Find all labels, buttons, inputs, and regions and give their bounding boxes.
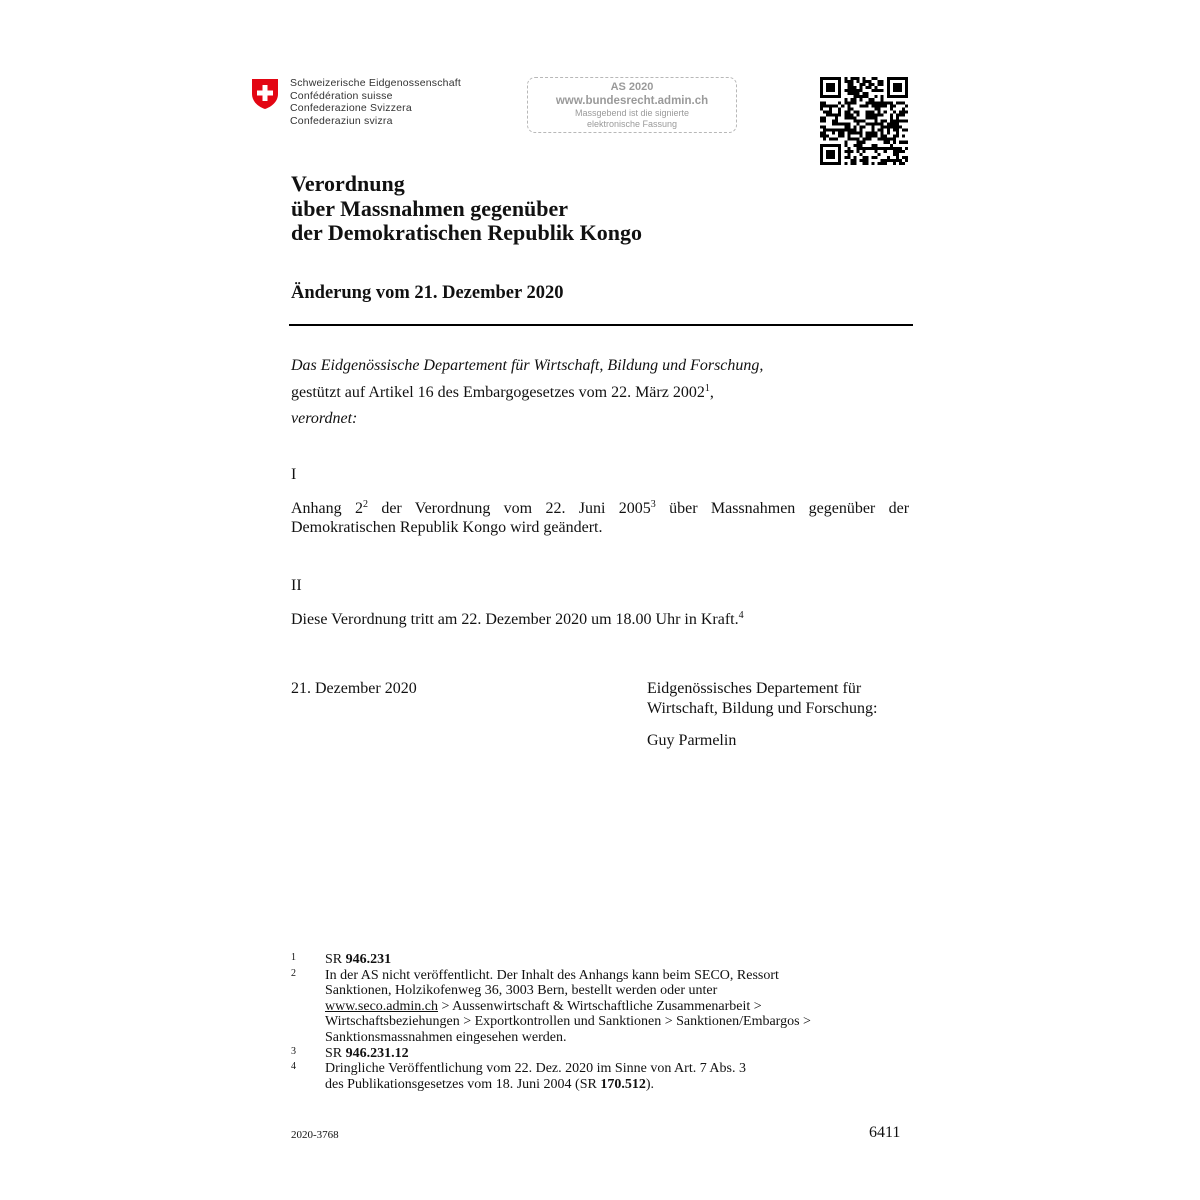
signature-department-2: Wirtschaft, Bildung und Forschung:: [647, 700, 878, 717]
confed-fr: Confédération suisse: [290, 89, 393, 102]
preamble-basis-end: ,: [709, 384, 714, 401]
document-title: [291, 172, 642, 246]
confed-de: Schweizerische Eidgenossenschaft: [290, 77, 461, 89]
section-2-numeral: II: [291, 577, 302, 594]
footnote-3: [291, 1046, 811, 1062]
confed-it: Confederazione Svizzera: [290, 102, 412, 114]
title-line-3: der Demokratischen Republik Kongo: [291, 220, 643, 245]
amendment-date: Änderung vom 21. Dezember 2020: [291, 283, 564, 303]
seco-link[interactable]: www.seco.admin.ch: [325, 998, 439, 1014]
section-1-text-c: über Massnahmen gegenüber der Demokratischen Republik Kongo wird geändert.: [291, 500, 910, 536]
official-stamp: [527, 77, 737, 133]
footnote-ref-3[interactable]: 3: [650, 499, 656, 510]
footnote-1-prefix: SR: [325, 952, 346, 967]
title-divider: [289, 324, 913, 326]
footnote-ref-2[interactable]: 2: [363, 499, 368, 510]
footnote-4-line-2-pre: des Publikationsgesetzes vom 18. Juni 2004 (SR: [325, 1076, 601, 1092]
preamble-basis: [291, 383, 714, 402]
footnote-2-line-2: Sanktionen, Holzikofenweg 36, 3003 Bern, bestellt werden oder unter: [325, 983, 718, 999]
preamble-basis-text: gestützt auf Artikel 16 des Embargogesetzes vom 22. März 2002: [291, 384, 705, 401]
footnote-4-line-2-post: ).: [645, 1076, 654, 1092]
stamp-url: www.bundesrecht.admin.ch: [555, 95, 709, 107]
section-1-text-b: der Verordnung vom 22. Juni 2005: [368, 500, 651, 517]
qr-code-icon: [820, 77, 908, 165]
section-1-text-a: Anhang 2: [291, 500, 363, 517]
footnotes: [291, 952, 811, 1092]
section-2-text: [291, 610, 744, 629]
footnote-2-line-4: Wirtschaftsbeziehungen > Exportkontrollen und Sanktionen > Sanktionen/Embargos >: [325, 1014, 811, 1030]
confed-rm: Confederaziun svizra: [290, 114, 393, 127]
title-line-2: über Massnahmen gegenüber: [291, 195, 569, 221]
stamp-volume: AS 2020: [610, 81, 654, 93]
footnote-1-sr: 946.231: [345, 952, 392, 967]
title-line-1: Verordnung: [291, 171, 405, 196]
section-1-text: [291, 499, 909, 537]
footnote-ref-4[interactable]: 4: [738, 610, 744, 621]
signature-department-1: Eidgenössisches Departement für: [647, 680, 862, 697]
footnote-3-sr: 946.231.12: [345, 1045, 409, 1061]
footnote-2-line-5: Sanktionsmassnahmen eingesehen werden.: [325, 1029, 567, 1045]
signatory-name: Guy Parmelin: [647, 732, 737, 749]
footnote-1-number: 1: [291, 952, 296, 963]
footnote-2-line-3: > Aussenwirtschaft & Wirtschaftliche Zusammenarbeit >: [438, 998, 762, 1014]
stamp-note-2: elektronische Fassung: [586, 119, 678, 129]
preamble-issuer: Das Eidgenössische Departement für Wirtschaft, Bildung und Forschung,: [291, 357, 764, 374]
stamp-note-1: Massgebend ist die signierte: [574, 108, 690, 118]
footnote-ref-1[interactable]: 1: [704, 383, 710, 394]
section-1-numeral: I: [291, 466, 297, 483]
page-number: 6411: [869, 1124, 901, 1141]
footnote-4-line-1: Dringliche Veröffentlichung vom 22. Dez. 2020 im Sinne von Art. 7 Abs. 3: [325, 1061, 746, 1077]
footnote-2-line-1: In der AS nicht veröffentlicht. Der Inhalt des Anhangs kann beim SECO, Ressort: [325, 967, 779, 983]
footnote-3-number: 3: [291, 1045, 296, 1057]
footnote-1: [291, 952, 811, 968]
preamble-decree: verordnet:: [291, 410, 358, 427]
footnote-4-number: 4: [291, 1061, 296, 1073]
signature-date: 21. Dezember 2020: [291, 680, 417, 697]
footnote-2-number: 2: [291, 967, 296, 979]
document-number: 2020-3768: [291, 1129, 339, 1141]
footnote-3-prefix: SR: [325, 1045, 346, 1061]
confederation-names: [290, 77, 461, 127]
section-2-text-body: Diese Verordnung tritt am 22. Dezember 2020 um 18.00 Uhr in Kraft.: [291, 611, 739, 628]
swiss-shield-icon: [251, 78, 279, 110]
footnote-4: [291, 1061, 811, 1092]
footnote-2: [291, 968, 811, 1046]
footnote-4-sr: 170.512: [600, 1076, 646, 1092]
